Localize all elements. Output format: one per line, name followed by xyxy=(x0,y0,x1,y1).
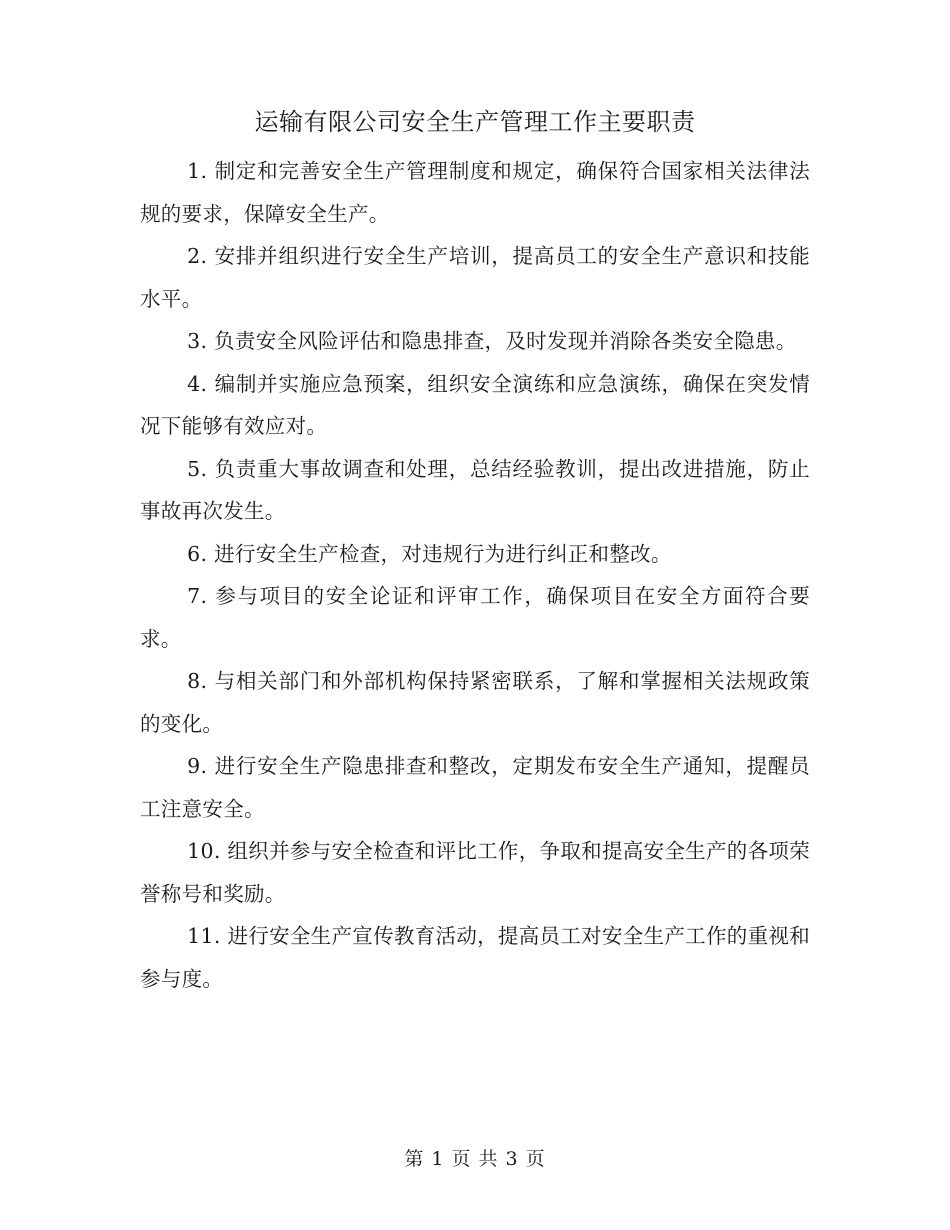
list-item: 6. 进行安全生产检查，对违规行为进行纠正和整改。 xyxy=(187,541,672,566)
list-item: 9. 进行安全生产隐患排查和整改，定期发布安全生产通知，提醒员工注意安全。 xyxy=(140,754,810,821)
list-item: 3. 负责安全风险评估和隐患排查，及时发现并消除各类安全隐患。 xyxy=(187,329,797,353)
list-item: 8. 与相关部门和外部机构保持紧密联系，了解和掌握相关法规政策的变化。 xyxy=(140,669,810,736)
list-item: 7. 参与项目的安全论证和评审工作，确保项目在安全方面符合要求。 xyxy=(140,584,810,651)
list-item: 10. 组织并参与安全检查和评比工作，争取和提高安全生产的各项荣誉称号和奖励。 xyxy=(140,839,810,906)
list-item: 4. 编制并实施应急预案，组织安全演练和应急演练，确保在突发情况下能够有效应对。 xyxy=(140,371,810,438)
list-item: 1. 制定和完善安全生产管理制度和规定，确保符合国家相关法律法规的要求，保障安全生产。 xyxy=(140,159,810,226)
list-item: 5. 负责重大事故调查和处理，总结经验教训，提出改进措施，防止事故再次发生。 xyxy=(140,456,810,523)
list-item: 2. 安排并组织进行安全生产培训，提高员工的安全生产意识和技能水平。 xyxy=(140,244,810,311)
page-title: 运输有限公司安全生产管理工作主要职责 xyxy=(254,108,696,136)
list-item: 11. 进行安全生产宣传教育活动，提高员工对安全生产工作的重视和参与度。 xyxy=(140,924,810,991)
page-number-footer: 第 1 页 共 3 页 xyxy=(404,1148,546,1170)
document-body xyxy=(140,150,810,1000)
